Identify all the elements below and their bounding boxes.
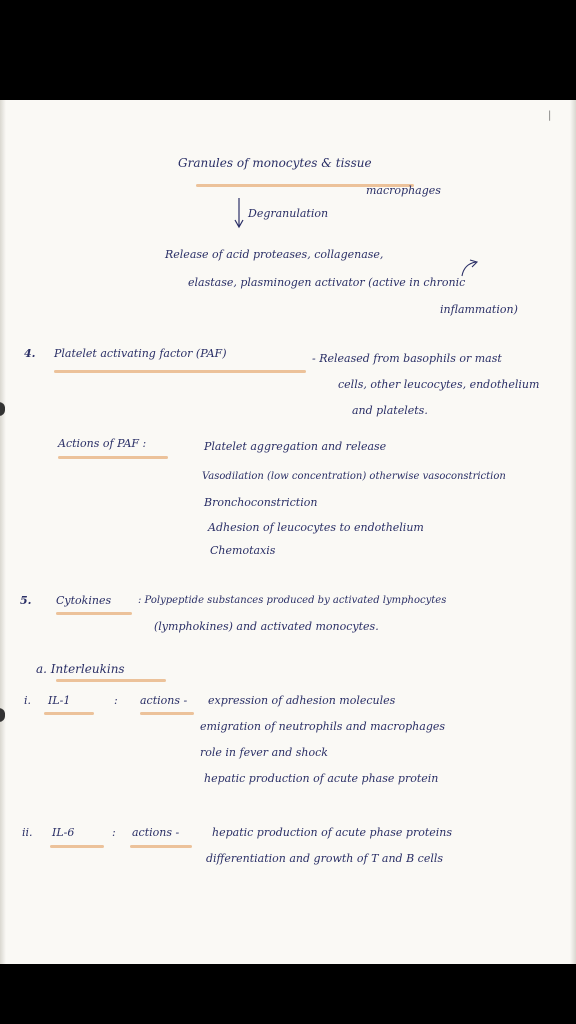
degranulation-label: Degranulation (248, 207, 329, 220)
il1-action: role in fever and shock (200, 746, 328, 759)
il1-action: expression of adhesion molecules (208, 694, 396, 707)
granules-line1: Granules of monocytes & tissue (178, 156, 372, 170)
release-line2: elastase, plasminogen activator (active in chronic (188, 276, 466, 289)
highlight-il1-actions (140, 712, 194, 715)
page-left-shadow (0, 100, 6, 964)
interleukins-heading: a. Interleukins (36, 662, 125, 676)
il1-actions-label: actions - (140, 694, 188, 707)
paf-action: Adhesion of leucocytes to endothelium (208, 521, 424, 534)
highlight-il6 (50, 845, 104, 848)
corner-tick: | (548, 110, 552, 121)
paf-desc2: cells, other leucocytes, endothelium (338, 378, 540, 391)
granules-line2: macrophages (366, 184, 441, 197)
cytokines-label: Cytokines (56, 594, 112, 607)
highlight-paf-title (54, 370, 306, 373)
il1-colon: : (114, 694, 118, 707)
cytokines-number: 5. (20, 594, 32, 607)
paf-desc3: and platelets. (352, 404, 428, 417)
paf-title: Platelet activating factor (PAF) (54, 347, 227, 360)
il1-action: emigration of neutrophils and macrophages (200, 720, 446, 733)
page-right-shadow (570, 100, 576, 964)
highlight-il6-actions (130, 845, 192, 848)
highlight-il1 (44, 712, 94, 715)
paf-action: Vasodilation (low concentration) otherwise vasoconstriction (202, 471, 506, 482)
down-arrow-icon (232, 196, 246, 230)
notebook-page (0, 100, 576, 964)
highlight-interleukins (56, 679, 166, 682)
il6-action: differentiation and growth of T and B cells (206, 852, 444, 865)
curved-arrow-icon (458, 258, 482, 278)
cytokines-desc1: : Polypeptide substances produced by activated lymphocytes (138, 595, 447, 606)
paf-action: Bronchoconstriction (204, 496, 318, 509)
highlight-cytokines (56, 612, 132, 615)
il6-actions-label: actions - (132, 826, 180, 839)
il6-colon: : (112, 826, 116, 839)
il1-label: IL-1 (48, 694, 71, 707)
il6-action: hepatic production of acute phase proteins (212, 826, 452, 839)
highlight-paf-actions (58, 456, 168, 459)
il1-action: hepatic production of acute phase protein (204, 772, 439, 785)
il6-label: IL-6 (52, 826, 75, 839)
paf-action: Chemotaxis (210, 544, 276, 557)
paf-number: 4. (24, 347, 36, 360)
release-line3: inflammation) (440, 303, 518, 316)
cytokines-desc2: (lymphokines) and activated monocytes. (154, 620, 379, 633)
paf-desc1: - Released from basophils or mast (312, 352, 502, 365)
paf-actions-label: Actions of PAF : (58, 437, 147, 450)
paf-action: Platelet aggregation and release (204, 440, 387, 453)
release-line1: Release of acid proteases, collagenase, (165, 248, 384, 261)
il6-number: ii. (22, 826, 33, 839)
il1-number: i. (24, 694, 32, 707)
